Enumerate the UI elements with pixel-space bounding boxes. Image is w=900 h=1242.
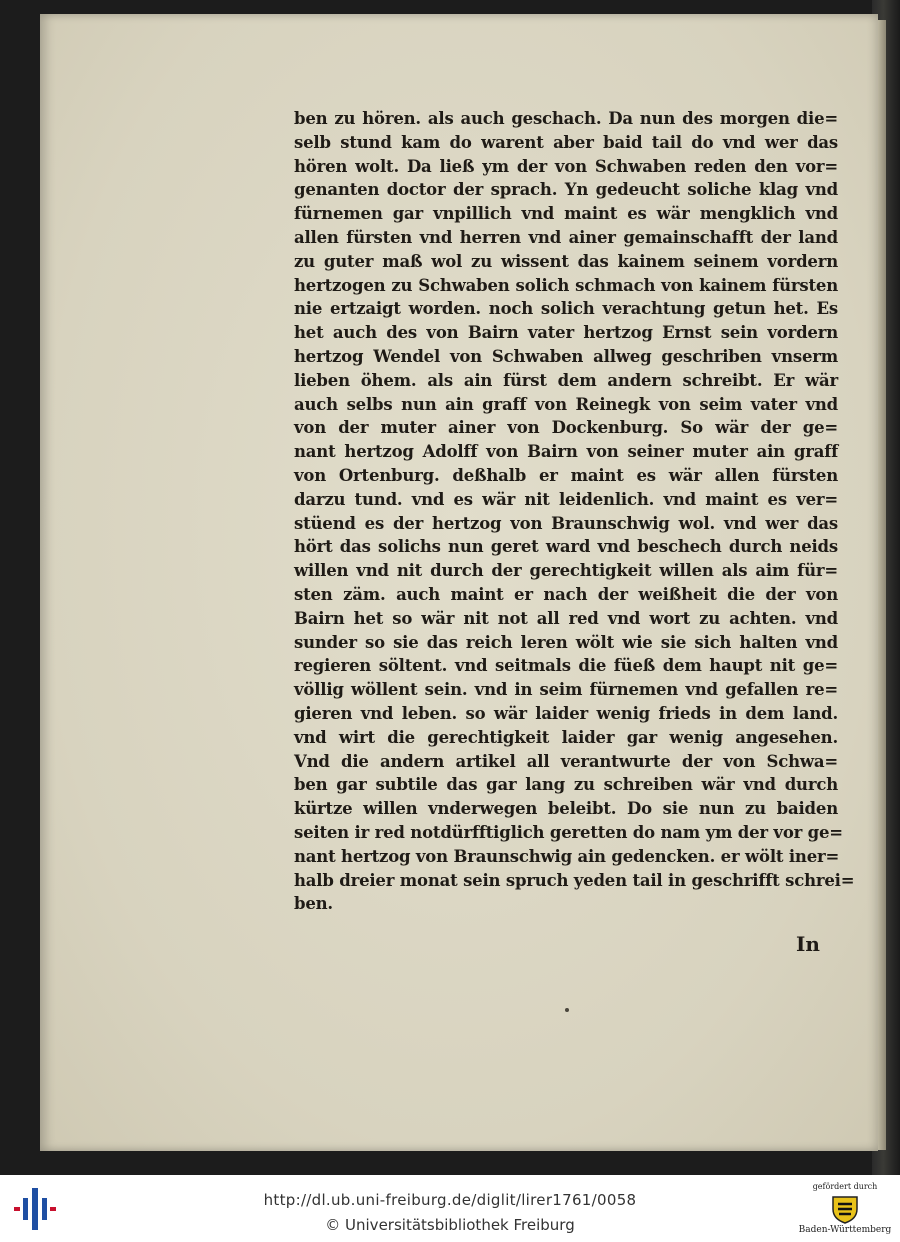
text-line: ben gar subtile das gar lang zu schreiben wär vnd durch [294, 775, 838, 795]
text-line: fürnemen gar vnpillich vnd maint es wär mengklich vnd [294, 204, 838, 224]
catchword: In [796, 932, 820, 956]
text-line: von Ortenburg. deßhalb er maint es wär allen fürsten [294, 465, 838, 485]
sponsor-label: gefördert durch [812, 1182, 878, 1191]
text-line: regieren söltent. vnd seitmals die füeß dem haupt nit ge= [294, 656, 838, 676]
text-line: gieren vnd leben. so wär laider wenig frieds in dem land. [294, 703, 838, 723]
sponsor-block[interactable] [795, 1178, 895, 1240]
text-line: seiten ir red notdürfftiglich geretten do nam ym der vor ge= [294, 822, 843, 842]
text-line: auch selbs nun ain graff von Reinegk von seim vater vnd [294, 394, 838, 414]
text-line: hertzog Wendel von Schwaben allweg geschriben vnserm [294, 346, 838, 366]
text-line: stüend es der hertzog von Braunschwig wol. vnd wer das [294, 513, 838, 533]
text-line: kürtze willen vnderwegen beleibt. Do sie nun zu baiden [294, 799, 838, 819]
text-line: allen fürsten vnd herren vnd ainer gemainschafft der land [294, 227, 838, 247]
text-line: halb dreier monat sein spruch yeden tail in geschrifft schrei= [294, 870, 855, 890]
text-line: Bairn het so wär nit not all red vnd wort zu achten. vnd [294, 608, 838, 628]
footer-url-link[interactable]: http://dl.ub.uni-freiburg.de/diglit/lirer1761/0058 [263, 1191, 637, 1209]
text-line: sunder so sie das reich leren wölt wie sie sich halten vnd [294, 632, 838, 652]
page-edge [878, 20, 886, 1150]
text-line: ben. [294, 894, 333, 914]
text-line: ben zu hören. als auch geschach. Da nun des morgen die= [294, 109, 838, 128]
page-text [294, 107, 855, 916]
text-line: hertzogen zu Schwaben solich schmach von kainem fürsten [294, 275, 838, 295]
text-line: vnd wirt die gerechtigkeit laider gar wenig angesehen. [294, 727, 838, 747]
text-line: von der muter ainer von Dockenburg. So wär der ge= [294, 418, 838, 438]
text-line: selb stund kam do warent aber baid tail do vnd wer das [294, 132, 838, 152]
text-line: lieben öhem. als ain fürst dem andern schreibt. Er wär [294, 370, 838, 390]
text-line: sten zäm. auch maint er nach der weißheit die der von [294, 584, 838, 604]
paper-speck [565, 1008, 569, 1012]
sponsor-name: Baden-Württemberg [798, 1225, 892, 1235]
text-line: darzu tund. vnd es wär nit leidenlich. vnd maint es ver= [294, 489, 838, 509]
text-line: genanten doctor der sprach. Yn gedeucht soliche klag vnd [294, 180, 838, 200]
text-line: nant hertzog Adolff von Bairn von seiner muter ain graff [294, 442, 838, 462]
text-line: Vnd die andern artikel all verantwurte der von Schwa= [294, 751, 838, 771]
text-line: willen vnd nit durch der gerechtigkeit willen als aim für= [294, 561, 838, 581]
text-line: hören wolt. Da ließ ym der von Schwaben reden den vor= [294, 156, 838, 176]
footer-copyright: © Universitätsbibliothek Freiburg [325, 1216, 575, 1234]
text-line: völlig wöllent sein. vnd in seim fürnemen vnd gefallen re= [294, 680, 838, 700]
text-line: hört das solichs nun geret ward vnd beschech durch neids [294, 537, 838, 557]
baden-wuerttemberg-crest-icon [829, 1194, 861, 1224]
text-line: het auch des von Bairn vater hertzog Ernst sein vordern [294, 323, 838, 343]
text-line: zu guter maß wol zu wissent das kainem seinem vordern [294, 251, 838, 271]
text-line: nant hertzog von Braunschwig ain gedencken. er wölt iner= [294, 846, 840, 866]
text-line: nie ertzaigt worden. noch solich verachtung getun het. Es [294, 299, 838, 319]
